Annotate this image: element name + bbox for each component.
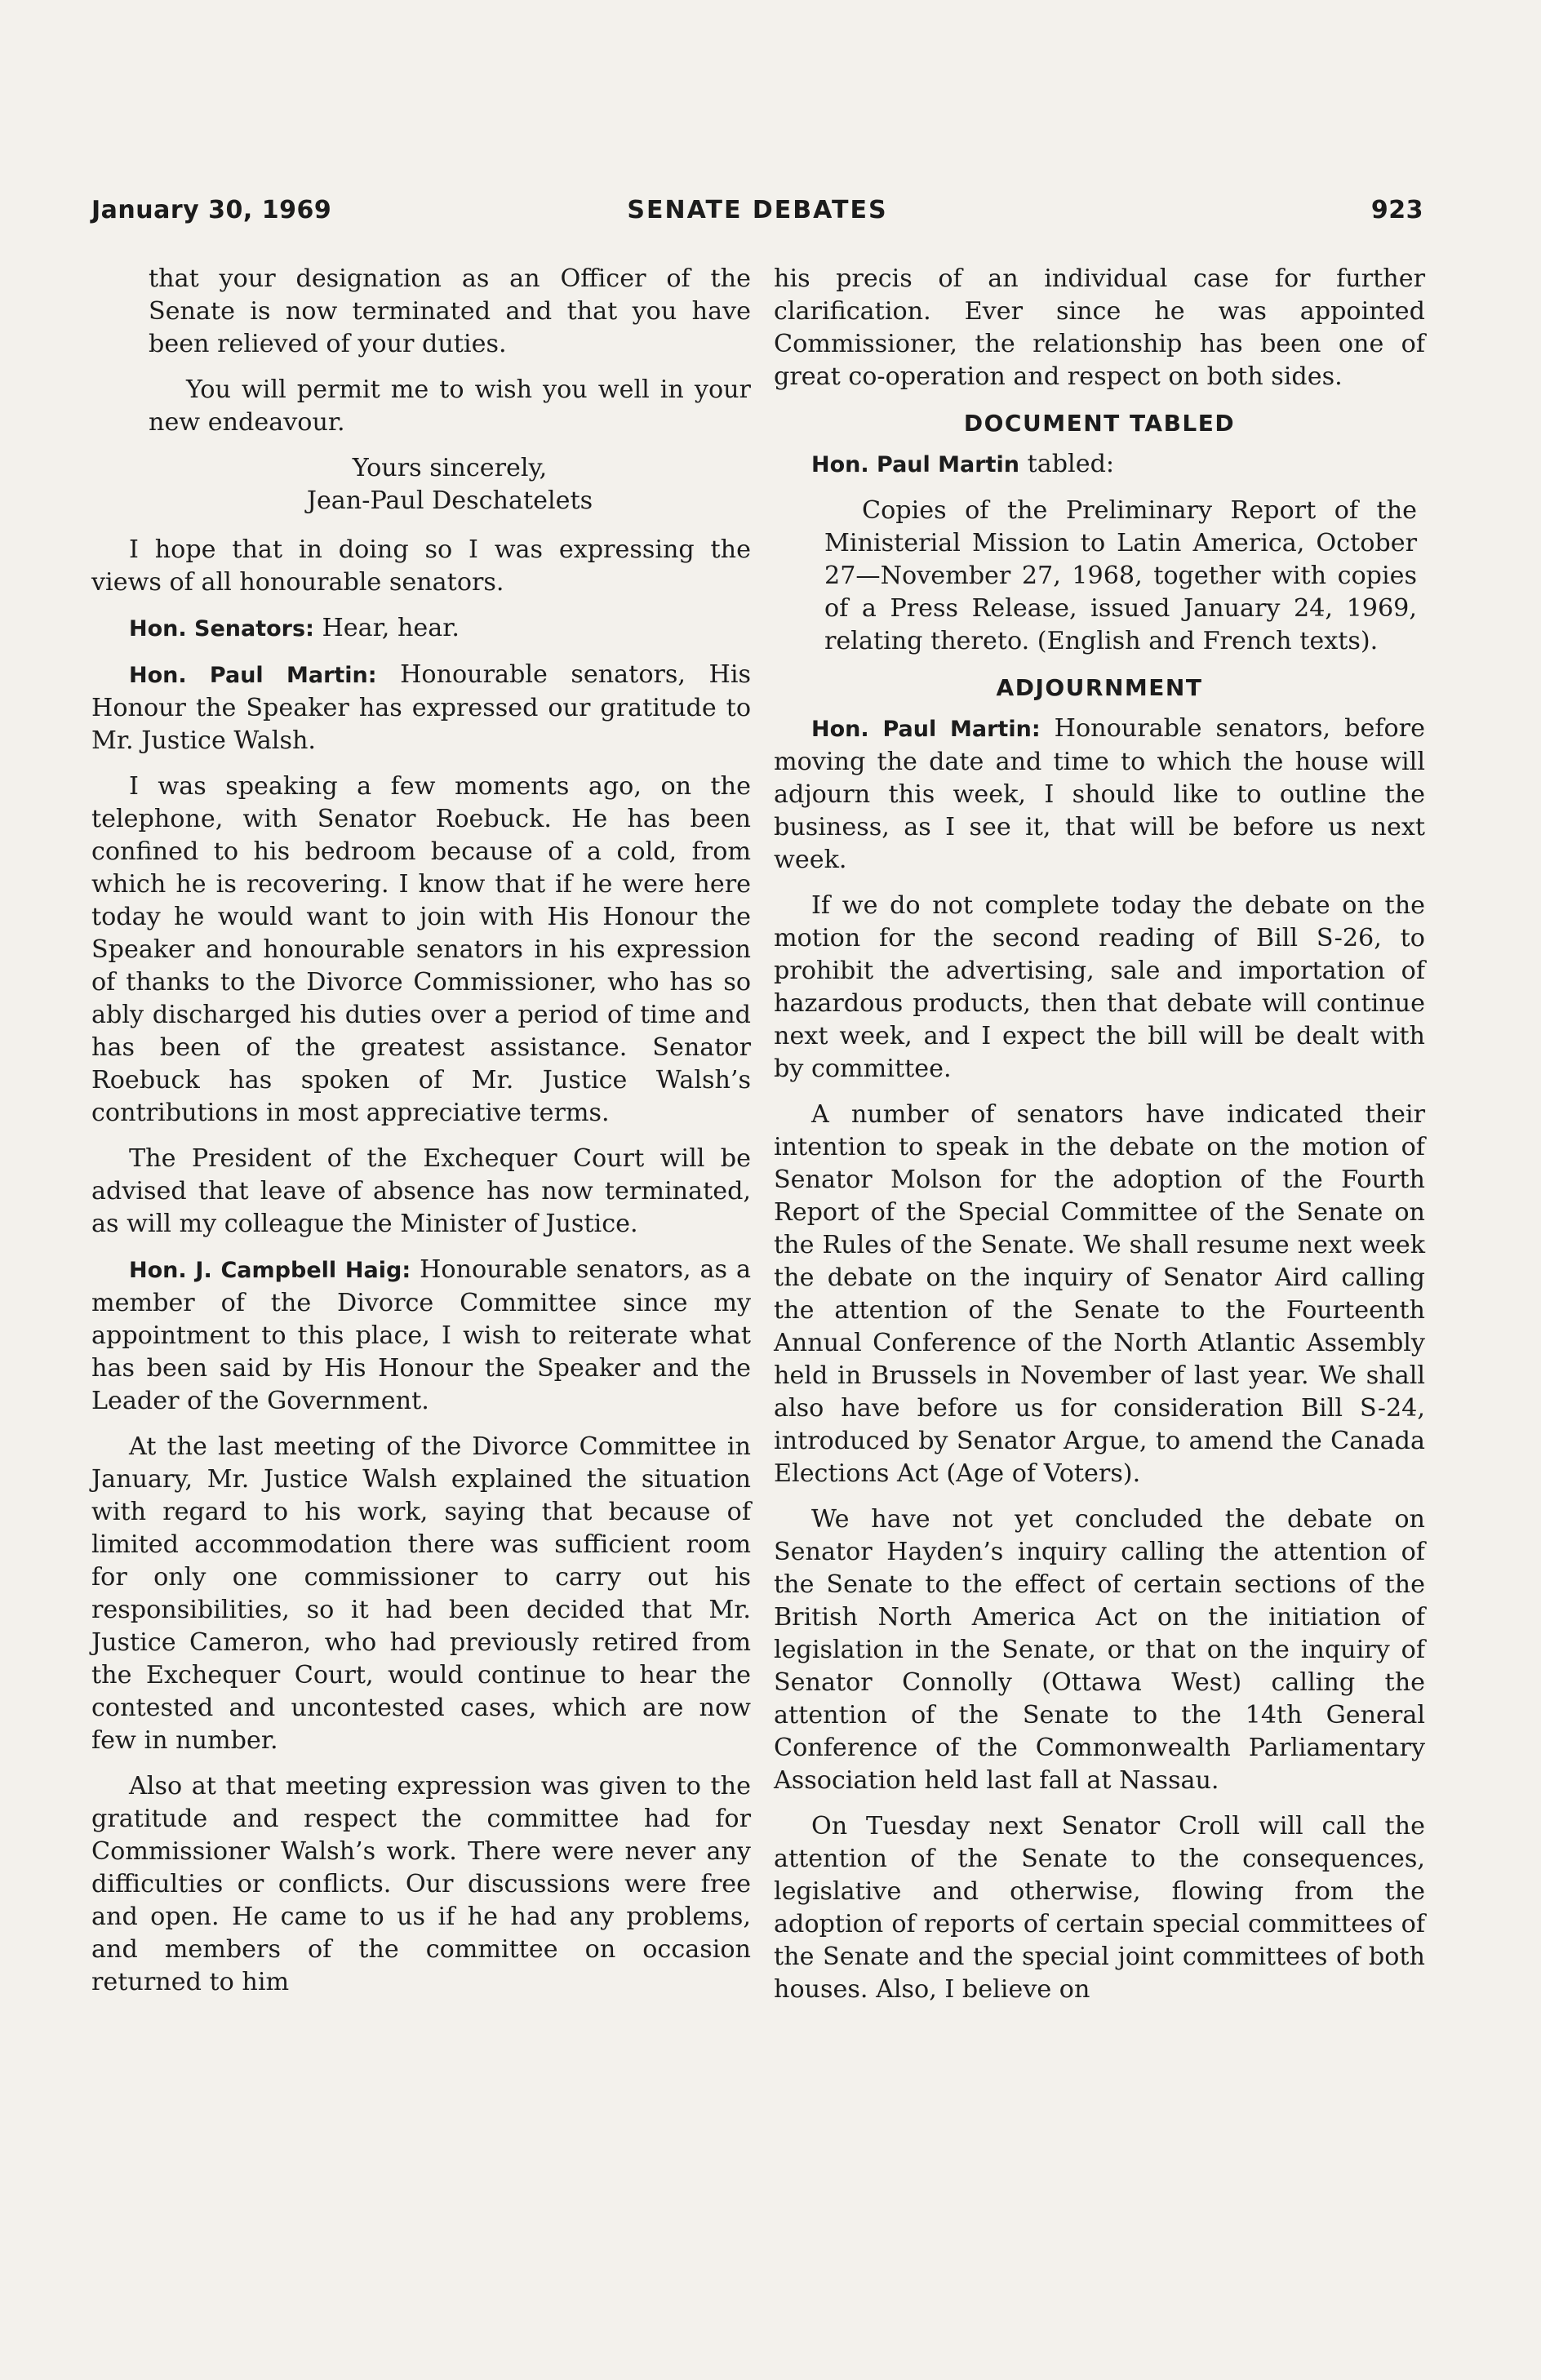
header-title: SENATE DEBATES xyxy=(627,196,888,224)
paragraph: I was speaking a few moments ago, on the telephone, with Senator Roebuck. He has been confined to his bedroom because of a cold, from which he is recovering. I know that if he were here today he would want to join with His Honour the Speaker and honourable senators in his expression of thanks to the Divorce Commissioner, who has so ably discharged his duties over a period of time and has been of the greatest assistance. Senator Roebuck has spoken of Mr. Justice Walsh’s contributions in most appreciative terms. xyxy=(91,772,751,1127)
header-date: January 30, 1969 xyxy=(91,196,332,224)
section-heading-document-tabled: DOCUMENT TABLED xyxy=(963,410,1236,437)
speech xyxy=(774,713,1425,877)
letter-paragraph: You will permit me to wish you well in your new endeavour. xyxy=(149,375,751,437)
tabled-document-description: Copies of the Preliminary Report of the Ministerial Mission to Latin America, October 27—November 27, 1968, together with copies of a Press Release, issued January 24, 1969, relating thereto. (English and French texts). xyxy=(824,496,1417,655)
paragraph: A number of senators have indicated their intention to speak in the debate on the motion of Senator Molson for the adoption of the Fourth Report of the Special Committee of the Senate on the Rules of the Senate. We shall resume next week the debate on the inquiry of Senator Aird calling the attention of the Senate to the Fourteenth Annual Conference of the North Atlantic Assembly held in Brussels in November of last year. We shall also have before us for consideration Bill S-24, introduced by Senator Argue, to amend the Canada Elections Act (Age of Voters). xyxy=(774,1100,1425,1488)
letter-signature: Jean-Paul Deschatelets xyxy=(306,486,593,515)
speech xyxy=(91,612,751,646)
speaker-name: Hon. J. Campbell Haig: xyxy=(129,1258,411,1283)
speech-text: Hear, hear. xyxy=(322,614,460,642)
letter-closing: Yours sincerely, xyxy=(352,454,548,482)
speech-text: Honourable senators, His Honour the Speaker has expressed our gratitude to Mr. Justice Walsh. xyxy=(91,660,751,755)
speaker-name: Hon. Paul Martin: xyxy=(129,663,377,688)
paragraph: We have not yet concluded the debate on Senator Hayden’s inquiry calling the attention of the Senate to the effect of certain sections of the British North America Act on the initiation of legislation in the Senate, or that on the inquiry of Senator Connolly (Ottawa West) calling the attention of the Senate to the 14th General Conference of the Commonwealth Parliamentary Association held last fall at Nassau. xyxy=(774,1505,1425,1795)
paragraph: Also at that meeting expression was given to the gratitude and respect the committee had for Commissioner Walsh’s work. There were never any difficulties or conflicts. Our discussions were free and open. He came to us if he had any problems, and members of the committee on occasion returned to him xyxy=(91,1772,751,1996)
paragraph: On Tuesday next Senator Croll will call the attention of the Senate to the consequences, legislative and otherwise, flowing from the adoption of reports of certain special committees of the Senate and the special joint committees of both houses. Also, I believe on xyxy=(774,1812,1425,2004)
speaker-name: Hon. Paul Martin xyxy=(811,452,1019,477)
letter-paragraph: that your designation as an Officer of the Senate is now terminated and that you have been relieved of your duties. xyxy=(149,264,751,358)
speech-text: tabled: xyxy=(1027,450,1115,478)
speech xyxy=(91,1254,751,1418)
left-column xyxy=(91,263,751,2012)
paragraph: his precis of an individual case for further clarification. Ever since he was appointed Commissioner, the relationship has been one of great co-operation and respect on both sides. xyxy=(774,264,1425,391)
paragraph: If we do not complete today the debate on the motion for the second reading of Bill S-26, to prohibit the advertising, sale and importation of hazardous products, then that debate will continue next week, and I expect the bill will be dealt with by committee. xyxy=(774,891,1425,1083)
speaker-name: Hon. Paul Martin: xyxy=(811,717,1041,742)
speech xyxy=(91,659,751,757)
section-heading-adjournment: ADJOURNMENT xyxy=(996,674,1203,701)
paragraph: I hope that in doing so I was expressing the views of all honourable senators. xyxy=(91,535,751,597)
paragraph: At the last meeting of the Divorce Committee in January, Mr. Justice Walsh explained the situation with regard to his work, saying that because of limited accommodation there was sufficient room for only one commissioner to carry out his responsibilities, so it had been decided that Mr. Justice Cameron, who had previously retired from the Exchequer Court, would continue to hear the contested and uncontested cases, which are now few in number. xyxy=(91,1432,751,1755)
page-number: 923 xyxy=(1370,196,1423,224)
speaker-name: Hon. Senators: xyxy=(129,616,314,642)
speech-text: Honourable senators, as a member of the Divorce Committee since my appointment to this place, I wish to reiterate what has been said by His Honour the Speaker and the Leader of the Government. xyxy=(91,1255,751,1415)
speech-text: Honourable senators, before moving the date and time to which the house will adjourn this week, I should like to outline the business, as I see it, that will be before us next week. xyxy=(774,714,1425,874)
right-column xyxy=(774,263,1425,2019)
speech xyxy=(774,448,1425,482)
page-header xyxy=(91,196,1423,237)
paragraph: The President of the Exchequer Court will be advised that leave of absence has now terminated, as will my colleague the Minister of Justice. xyxy=(91,1144,751,1238)
